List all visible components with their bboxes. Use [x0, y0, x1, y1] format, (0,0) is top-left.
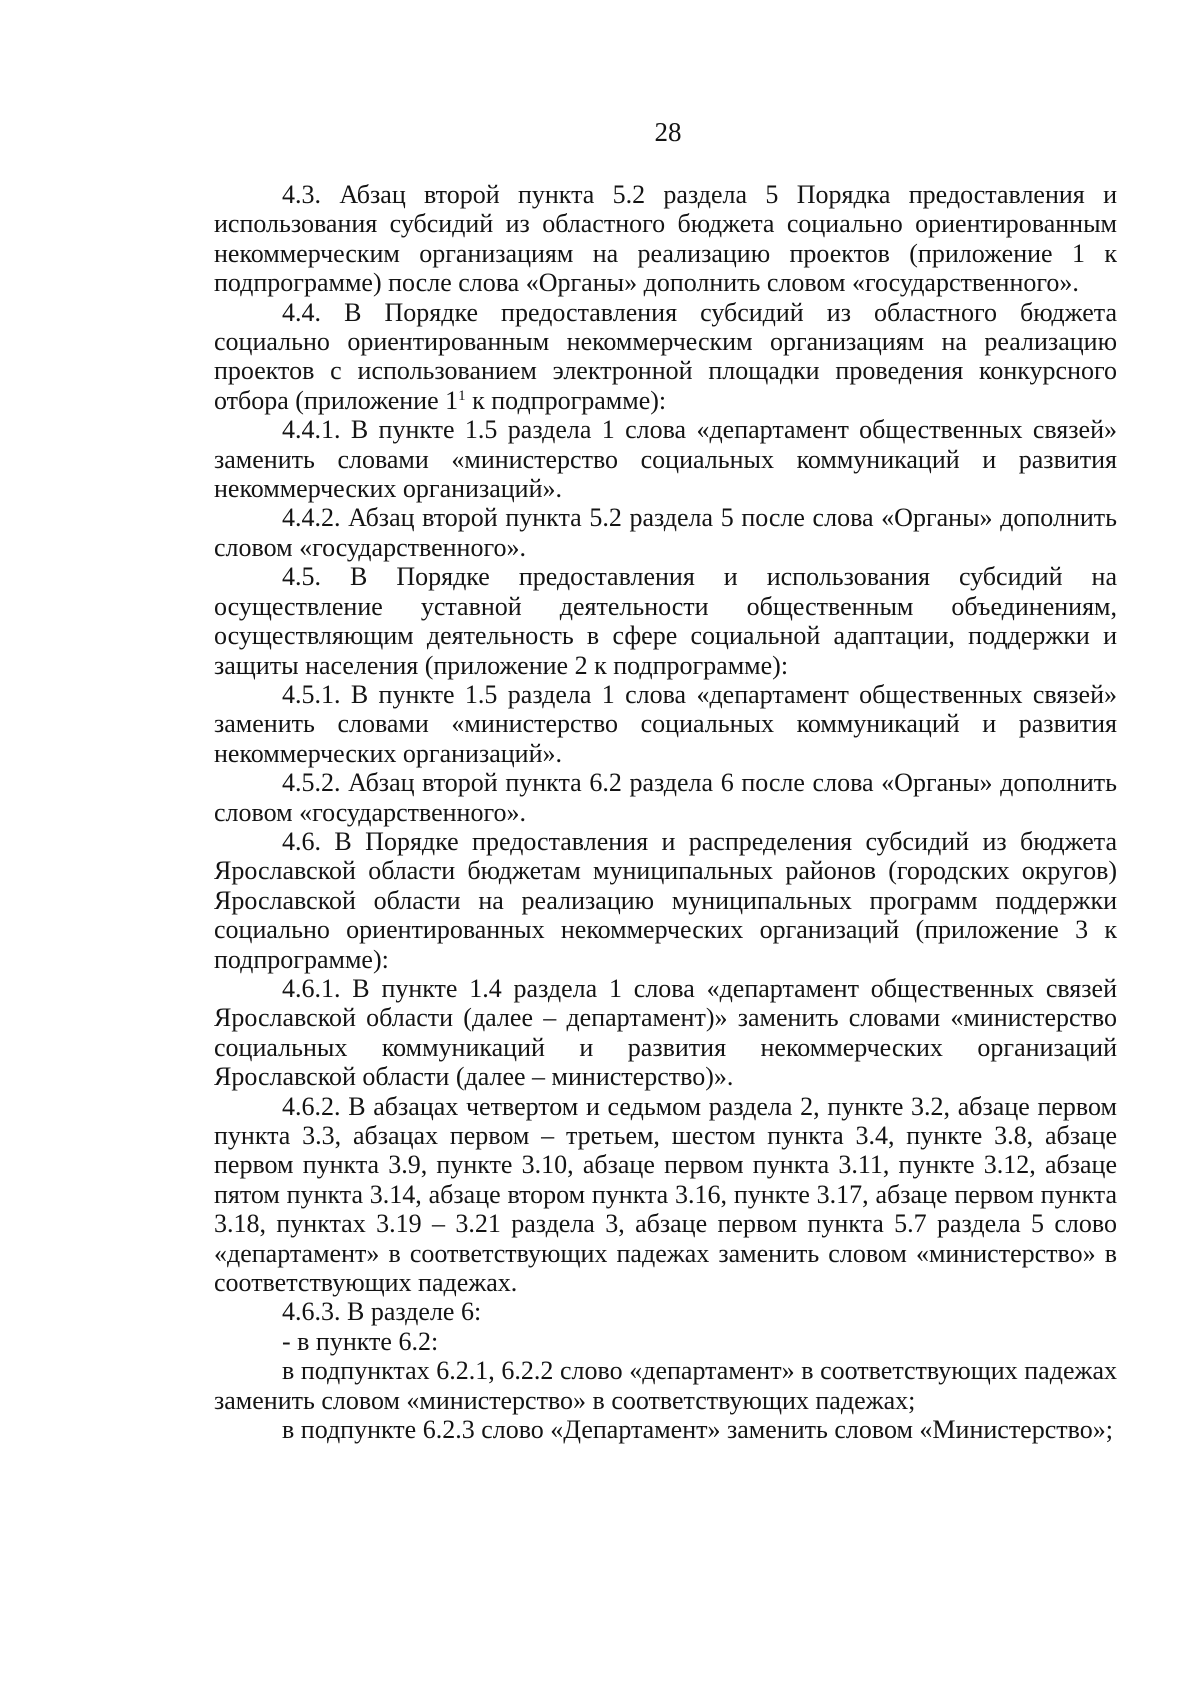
- paragraph-4-3: 4.3. Абзац второй пункта 5.2 раздела 5 Порядка предоставления и использования субсидий из областного бюджета социально ориентированным некоммерческим организациям на реализацию проектов (приложение 1 к подпрограмме) после слова «Органы» дополнить словом «государственного».: [214, 180, 1117, 298]
- paragraph-4-6: 4.6. В Порядке предоставления и распределения субсидий из бюджета Ярославской области бюджетам муниципальных районов (городских округов) Ярославской области на реализацию муниципальных программ поддержки социально ориентированных некоммерческих организаций (приложение 3 к подпрограмме):: [214, 826, 1117, 974]
- paragraph-subitem-6-2-3: в подпункте 6.2.3 слово «Департамент» заменить словом «Министерство»;: [282, 1415, 1113, 1445]
- paragraph-subitems-6-2-1-2: в подпунктах 6.2.1, 6.2.2 слово «департамент» в соответствующих падежах заменить словом «министерство» в соответствующих падежах;: [214, 1356, 1117, 1415]
- paragraph-4-4-2: 4.4.2. Абзац второй пункта 5.2 раздела 5 после слова «Органы» дополнить словом «государственного».: [214, 503, 1117, 562]
- paragraph-4-5-2: 4.5.2. Абзац второй пункта 6.2 раздела 6 после слова «Органы» дополнить словом «государственного».: [214, 768, 1117, 827]
- paragraph-item-6-2: - в пункте 6.2:: [282, 1326, 439, 1356]
- superscript-marker: 1: [458, 387, 466, 404]
- paragraph-4-5: 4.5. В Порядке предоставления и использования субсидий на осуществление уставной деятельности общественным объединениям, осуществляющим деятельность в сфере социальной адаптации, поддержки и защиты населения (приложение 2 к подпрограмме):: [214, 562, 1117, 680]
- paragraph-4-4-1: 4.4.1. В пункте 1.5 раздела 1 слова «департамент общественных связей» заменить словами «министерство социальных коммуникаций и развития некоммерческих организаций».: [214, 415, 1117, 504]
- paragraph-4-5-1: 4.5.1. В пункте 1.5 раздела 1 слова «департамент общественных связей» заменить словами «министерство социальных коммуникаций и развития некоммерческих организаций».: [214, 679, 1117, 768]
- page-number: 28: [654, 117, 682, 147]
- paragraph-4-4-text: 4.4. В Порядке предоставления субсидий из областного бюджета социально ориентированным некоммерческим организациям на реализацию проектов с использованием электронной площадки проведения конкурсного отбора (приложение 1: [214, 297, 1117, 415]
- paragraph-4-6-2: 4.6.2. В абзацах четвертом и седьмом раздела 2, пункте 3.2, абзаце первом пункта 3.3, абзацах первом – третьем, шестом пункта 3.4, пункте 3.8, абзаце первом пункта 3.9, пункте 3.10, абзаце первом пункта 3.11, пункте 3.12, абзаце пятом пункта 3.14, абзаце втором пункта 3.16, пункте 3.17, абзаце первом пункта 3.18, пунктах 3.19 – 3.21 раздела 3, абзаце первом пункта 5.7 раздела 5 слово «департамент» в соответствующих падежах заменить словом «министерство» в соответствующих падежах.: [214, 1091, 1117, 1298]
- paragraph-4-4-tail: к подпрограмме):: [465, 385, 667, 415]
- paragraph-4-6-3: 4.6.3. В разделе 6:: [282, 1297, 482, 1327]
- document-body: [214, 180, 1117, 1444]
- paragraph-4-6-1: 4.6.1. В пункте 1.4 раздела 1 слова «департамент общественных связей Ярославской области (далее – департамент)» заменить словами «министерство социальных коммуникаций и развития некоммерческих организаций Ярославской области (далее – министерство)».: [214, 973, 1117, 1092]
- paragraph-4-4: [214, 298, 1117, 416]
